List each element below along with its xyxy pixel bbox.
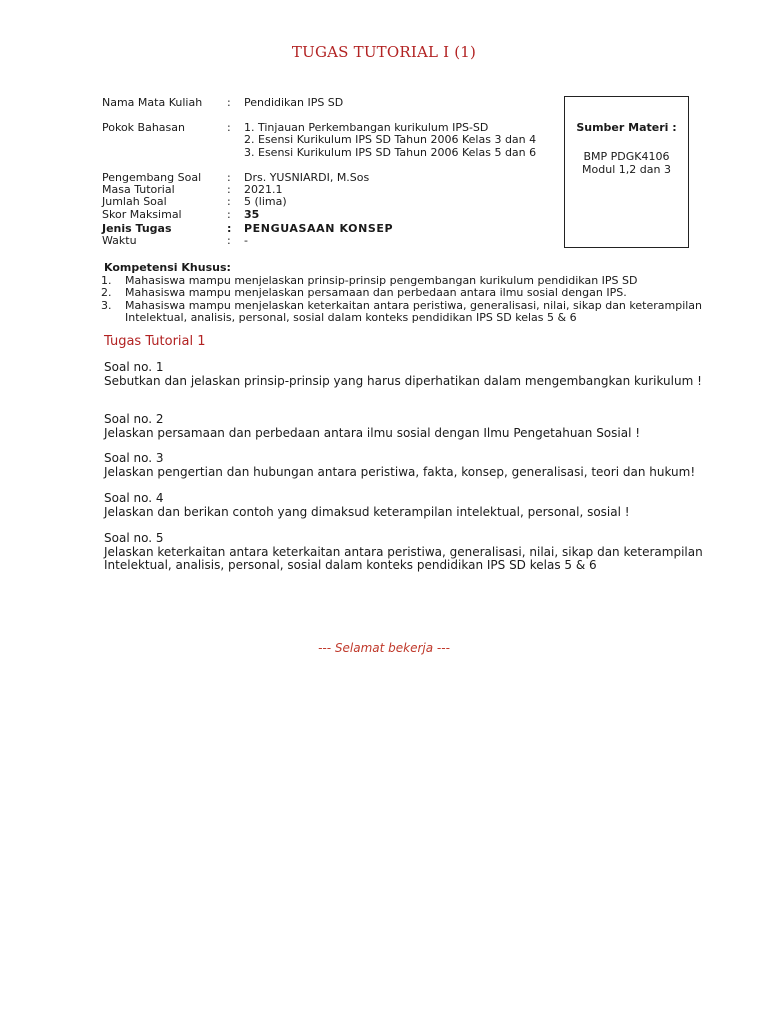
- section-title: Tugas Tutorial 1: [104, 334, 206, 349]
- kompetensi-number: 3.: [101, 298, 112, 312]
- info-separator: :: [227, 208, 231, 221]
- info-label: Pokok Bahasan: [102, 121, 185, 134]
- info-label: Nama Mata Kuliah: [102, 96, 203, 109]
- pokok-item: 3. Esensi Kurikulum IPS SD Tahun 2006 Kelas 5 dan 6: [244, 146, 537, 159]
- info-value: 5 (lima): [244, 195, 287, 208]
- info-separator: :: [227, 183, 231, 196]
- question-text: Jelaskan pengertian dan hubungan antara peristiwa, fakta, konsep, generalisasi, teori dan hukum!: [104, 464, 696, 479]
- source-line: BMP PDGK4106: [583, 150, 670, 163]
- info-separator: :: [227, 195, 231, 208]
- source-title: Sumber Materi :: [576, 121, 677, 134]
- info-separator: :: [227, 222, 232, 235]
- closing-text: --- Selamat bekerja ---: [318, 641, 450, 655]
- info-value: PENGUASAAN KONSEP: [244, 222, 394, 235]
- info-label: Waktu: [102, 234, 137, 247]
- kompetensi-item: [101, 298, 724, 325]
- question-label: Soal no. 5: [104, 531, 164, 545]
- source-box: [564, 96, 689, 248]
- info-value: 35: [244, 208, 260, 221]
- question-block: [104, 532, 714, 573]
- info-label: Jumlah Soal: [102, 195, 167, 208]
- kompetensi-section: [101, 261, 724, 325]
- info-label: Skor Maksimal: [102, 208, 182, 221]
- source-line: Modul 1,2 dan 3: [582, 163, 671, 176]
- kompetensi-title: Kompetensi Khusus:: [104, 261, 231, 274]
- question-block: [104, 492, 714, 519]
- document-title: TUGAS TUTORIAL I (1): [291, 43, 477, 61]
- info-value: 2021.1: [244, 183, 283, 196]
- info-separator: :: [227, 121, 231, 134]
- info-value: Drs. YUSNIARDI, M.Sos: [244, 171, 370, 184]
- kompetensi-number: 2.: [101, 286, 112, 299]
- pokok-item: 1. Tinjauan Perkembangan kurikulum IPS-SD: [244, 121, 489, 134]
- question-label: Soal no. 1: [104, 360, 164, 374]
- info-value: -: [244, 234, 248, 247]
- kompetensi-list: [101, 273, 724, 325]
- question-label: Soal no. 3: [104, 451, 164, 465]
- question-block: [104, 452, 714, 479]
- question-text: Jelaskan keterkaitan antara keterkaitan antara peristiwa, generalisasi, nilai, sikap dan keterampilan Intelektual, analisis, personal, sosial dalam konteks pendidikan IPS SD kelas 5 & 6: [104, 544, 703, 572]
- question-block: [104, 413, 714, 440]
- info-value: Pendidikan IPS SD: [244, 96, 344, 109]
- info-label: Masa Tutorial: [102, 183, 175, 196]
- question-label: Soal no. 2: [104, 412, 164, 426]
- kompetensi-text: Mahasiswa mampu menjelaskan keterkaitan antara peristiwa, generalisasi, nilai, sikap dan keterampilan Intelektual, analisis, personal, sosial dalam konteks pendidikan IPS SD kelas 5 & 6: [125, 298, 703, 324]
- question-text: Sebutkan dan jelaskan prinsip-prinsip yang harus diperhatikan dalam mengembangkan kurikulum !: [104, 373, 702, 388]
- question-label: Soal no. 4: [104, 491, 164, 505]
- info-label: Pengembang Soal: [102, 171, 202, 184]
- info-label: Jenis Tugas: [102, 222, 172, 235]
- question-text: Jelaskan persamaan dan perbedaan antara ilmu sosial dengan Ilmu Pengetahuan Sosial !: [104, 425, 641, 440]
- pokok-item: 2. Esensi Kurikulum IPS SD Tahun 2006 Kelas 3 dan 4: [244, 133, 537, 146]
- kompetensi-number: 1.: [101, 273, 112, 287]
- info-separator: :: [227, 96, 231, 109]
- info-separator: :: [227, 234, 231, 247]
- question-block: [104, 361, 714, 388]
- kompetensi-text: Mahasiswa mampu menjelaskan prinsip-prinsip pengembangan kurikulum pendidikan IPS SD: [125, 273, 638, 287]
- info-separator: :: [227, 171, 231, 184]
- question-text: Jelaskan dan berikan contoh yang dimaksud keterampilan intelektual, personal, sosial !: [104, 504, 630, 519]
- kompetensi-text: Mahasiswa mampu menjelaskan persamaan dan perbedaan antara ilmu sosial dengan IPS.: [125, 286, 627, 299]
